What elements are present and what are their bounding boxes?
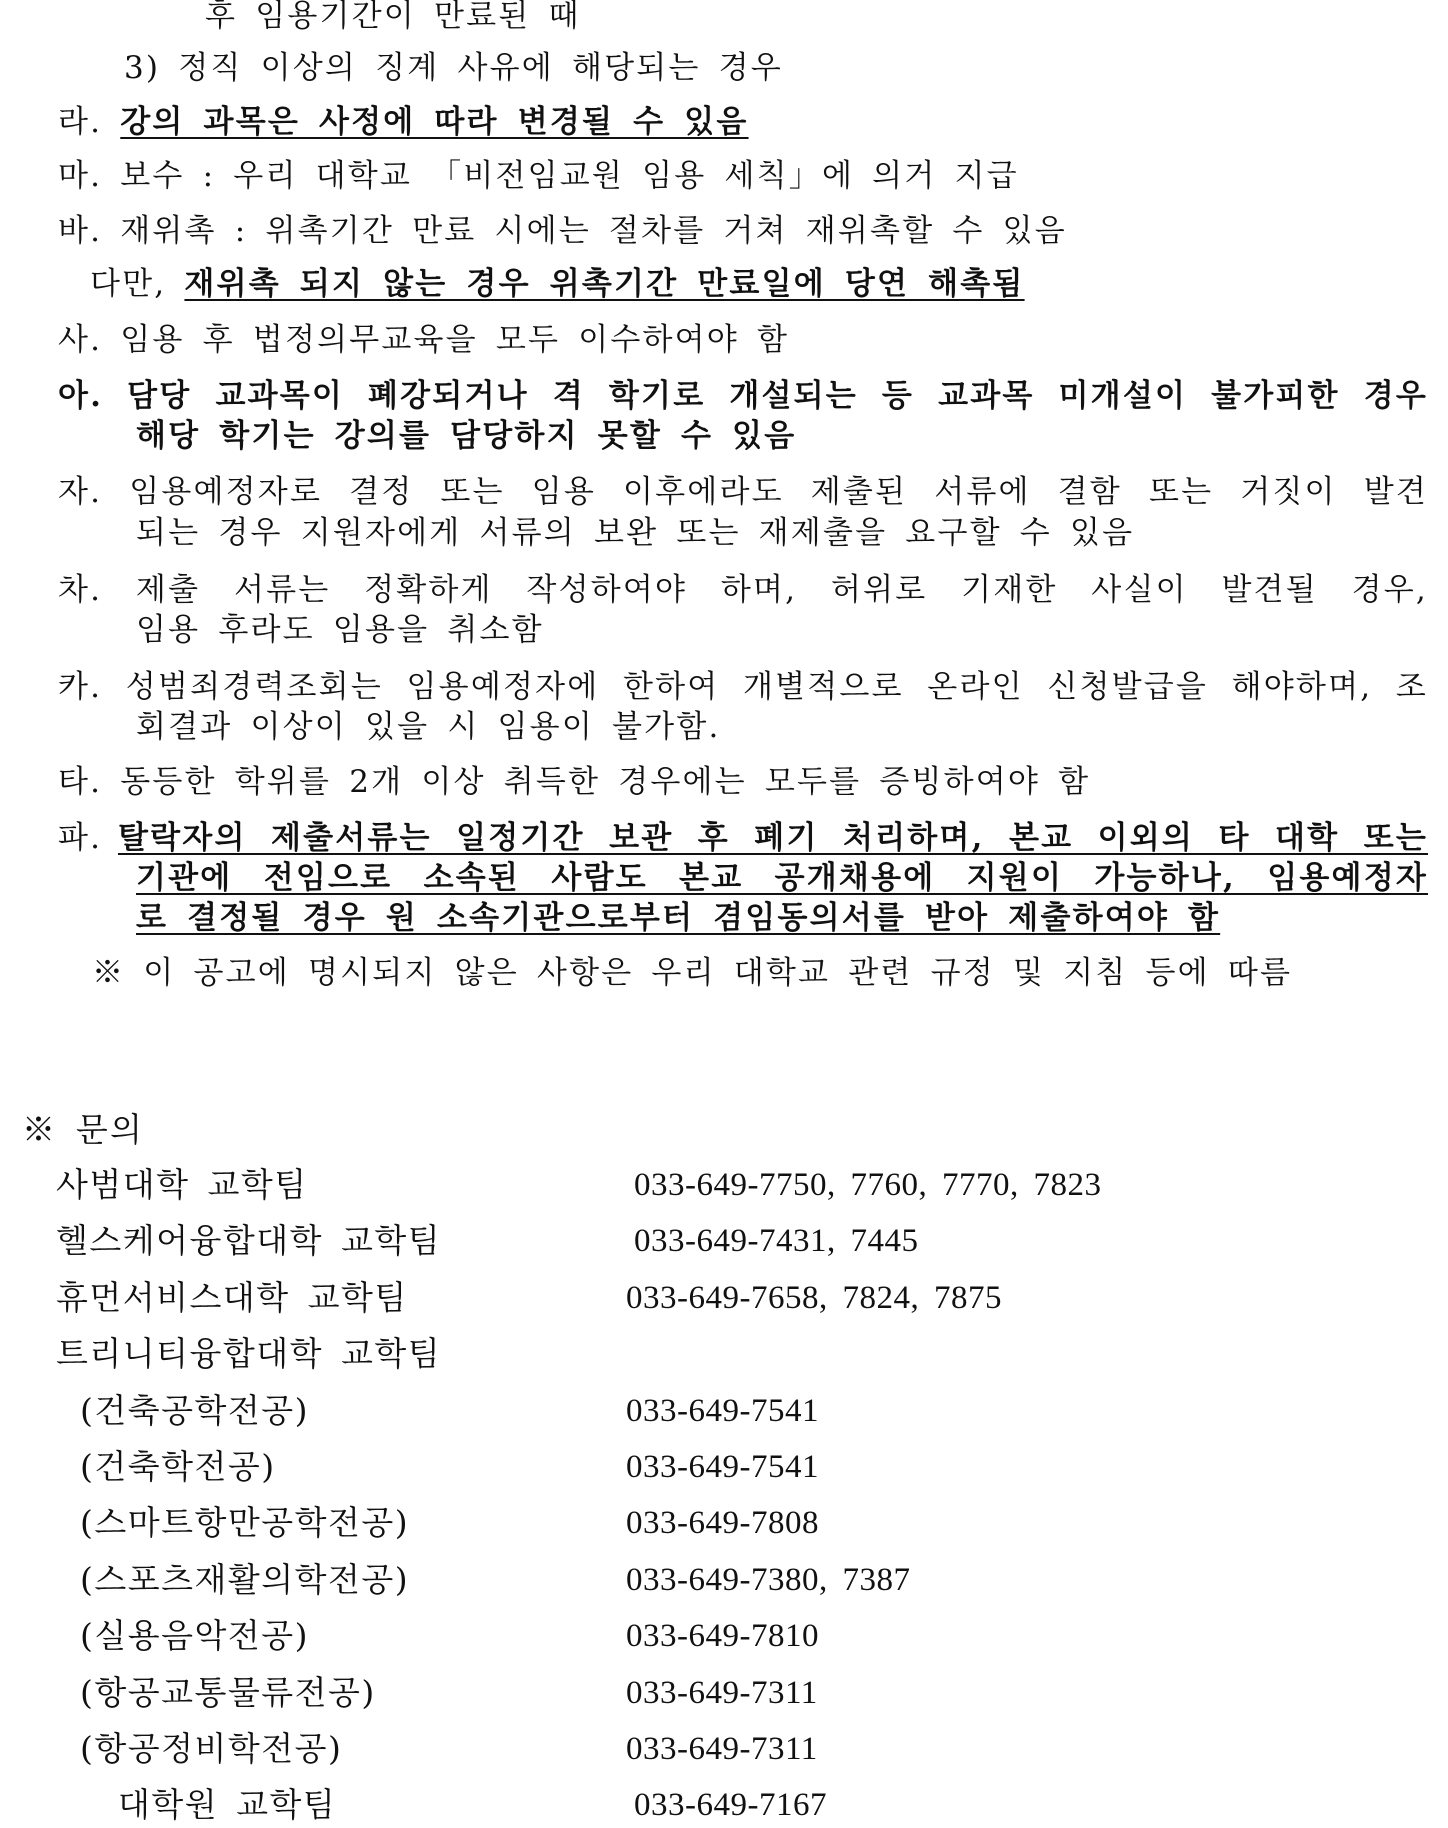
contact-phone: 033-649-7808 (626, 1505, 819, 1542)
item-ba-proviso-prefix: 다만, (90, 266, 167, 302)
footnote: ※ 이 공고에 명시되지 않은 사항은 우리 대학교 관련 규정 및 지침 등에 따름 (92, 955, 1293, 991)
contact-phone: 033-649-7750, 7760, 7770, 7823 (634, 1167, 1102, 1203)
contact-phone: 033-649-7541 (626, 1449, 819, 1485)
contact-phone: 033-649-7311 (626, 1731, 818, 1767)
contact-phone: 033-649-7658, 7824, 7875 (626, 1279, 1002, 1316)
item-pa-line3: 로 결정될 경우 원 소속기관으로부터 겸임동의서를 받아 제출하여야 함 (136, 900, 1221, 936)
contact-row (0, 1219, 1448, 1263)
item-ja-line1: 자. 임용예정자로 결정 또는 임용 이후에라도 제출된 서류에 결함 또는 거짓이 발견 (58, 474, 1428, 510)
contact-phone: 033-649-7810 (626, 1618, 819, 1655)
item-ja-line2: 되는 경우 지원자에게 서류의 보완 또는 재제출을 요구할 수 있음 (136, 515, 1135, 551)
contact-department: 사범대학 교학팀 (56, 1165, 308, 1204)
contact-department: (건축학전공) (80, 1447, 276, 1486)
notice-line-disciplinary: 3) 정직 이상의 징계 사유에 해당되는 경우 (124, 50, 783, 86)
contact-phone: 033-649-7541 (626, 1392, 819, 1429)
contact-row (0, 1614, 1448, 1658)
contact-row (0, 1671, 1448, 1715)
contact-row (0, 1558, 1448, 1602)
item-ka-line2: 회결과 이상이 있을 시 임용이 불가함. (136, 709, 721, 745)
contact-row (0, 1783, 1448, 1827)
item-pa-line2: 기관에 전임으로 소속된 사람도 본교 공개채용에 지원이 가능하나, 임용예정자 (136, 860, 1428, 896)
contact-department: (항공정비학전공) (80, 1729, 343, 1768)
contact-row (0, 1389, 1448, 1433)
contact-department: 대학원 교학팀 (118, 1785, 337, 1825)
contact-row (0, 1276, 1448, 1320)
notice-line-term-expiry: 후 임용기간이 만료된 때 (205, 0, 581, 34)
contact-row (0, 1332, 1448, 1376)
contact-row (0, 1445, 1448, 1489)
contact-row (0, 1163, 1448, 1207)
item-pa-prefix: 파. (58, 820, 103, 856)
item-cha-line1: 차. 제출 서류는 정확하게 작성하여야 하며, 허위로 기재한 사실이 발견될 경우, (58, 572, 1428, 608)
contact-department: 헬스케어융합대학 교학팀 (56, 1221, 442, 1261)
contact-row (0, 1727, 1448, 1771)
item-ba-proviso-text: 재위촉 되지 않는 경우 위촉기간 만료일에 당연 해촉됨 (184, 266, 1025, 302)
item-a-line2: 해당 학기는 강의를 담당하지 못할 수 있음 (136, 418, 797, 454)
item-ba-proviso (90, 264, 1025, 304)
contact-department: (항공교통물류전공) (80, 1672, 376, 1712)
item-sa: 사. 임용 후 법정의무교육을 모두 이수하여야 함 (58, 322, 790, 358)
contact-phone: 033-649-7431, 7445 (634, 1223, 919, 1260)
item-ba: 바. 재위촉 : 위촉기간 만료 시에는 절차를 거쳐 재위촉할 수 있음 (58, 213, 1067, 249)
item-ta: 타. 동등한 학위를 2개 이상 취득한 경우에는 모두를 증빙하여야 함 (58, 764, 1091, 800)
contact-phone: 033-649-7311 (626, 1674, 818, 1711)
item-ka-line1: 카. 성범죄경력조회는 임용예정자에 한하여 개별적으로 온라인 신청발급을 해야하며, 조 (58, 669, 1428, 705)
item-cha-line2: 임용 후라도 임용을 취소함 (136, 612, 544, 648)
item-ra-prefix: 라. (58, 104, 103, 140)
contact-department: 트리니티융합대학 교학팀 (56, 1334, 442, 1374)
contact-department: (건축공학전공) (80, 1390, 310, 1430)
contact-phone: 033-649-7380, 7387 (626, 1561, 911, 1598)
contact-department: (스포츠재활의학전공) (80, 1559, 410, 1599)
contact-row (0, 1501, 1448, 1545)
item-ra-text: 강의 과목은 사정에 따라 변경될 수 있음 (120, 104, 749, 140)
contact-phone: 033-649-7167 (634, 1787, 827, 1824)
contact-department: 휴먼서비스대학 교학팀 (56, 1277, 408, 1317)
contact-heading: ※ 문의 (22, 1110, 145, 1149)
item-pa-line1: 탈락자의 제출서류는 일정기간 보관 후 폐기 처리하며, 본교 이외의 타 대학 또는 (118, 820, 1428, 856)
item-ra (58, 102, 749, 142)
item-ma: 마. 보수 : 우리 대학교 「비전임교원 임용 세칙」에 의거 지급 (58, 158, 1019, 194)
contact-department: (실용음악전공) (80, 1616, 310, 1656)
item-a-line1: 아. 담당 교과목이 폐강되거나 격 학기로 개설되는 등 교과목 미개설이 불가피한 경우 (58, 378, 1428, 414)
contact-department: (스마트항만공학전공) (80, 1503, 410, 1543)
